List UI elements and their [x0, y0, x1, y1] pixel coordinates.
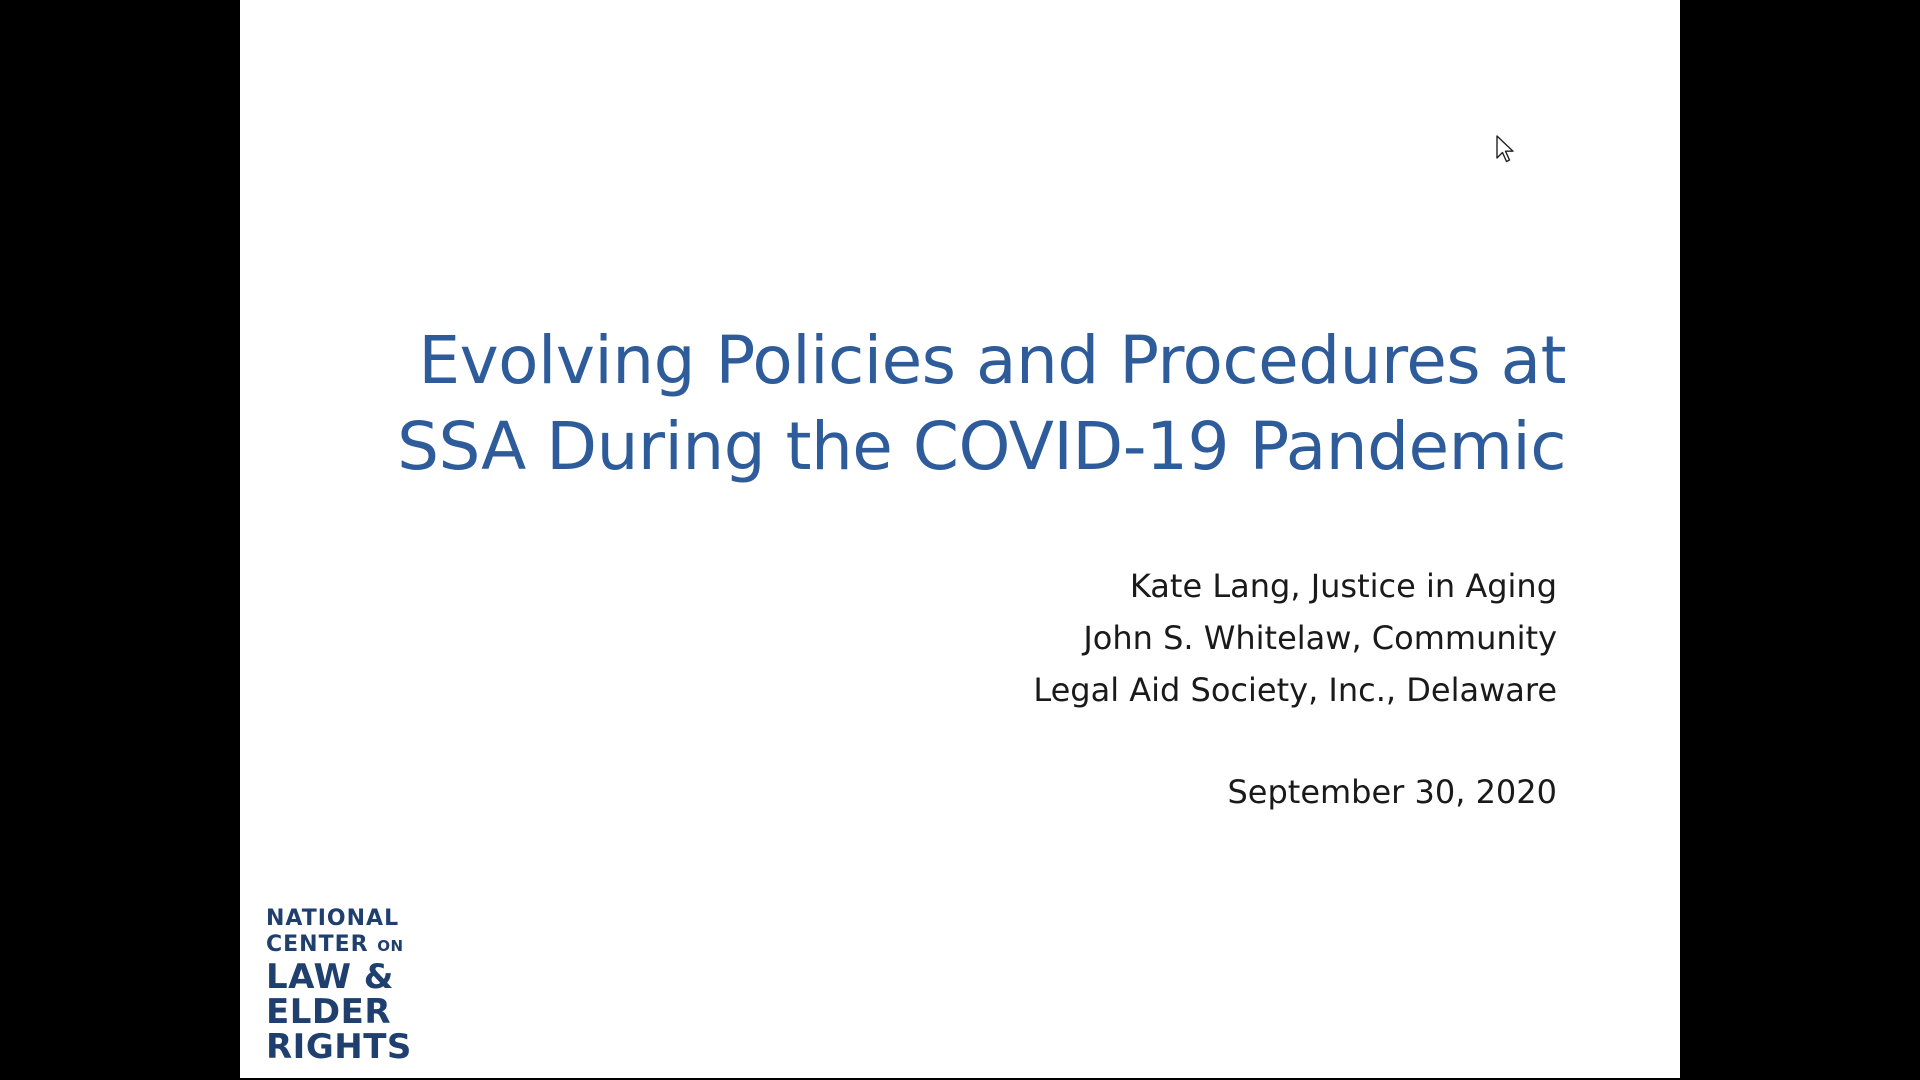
logo-line: RIGHTS: [266, 1027, 412, 1067]
logo-line: NATIONAL: [266, 906, 400, 931]
spacer: [1033, 716, 1557, 766]
organization-logo: [266, 908, 412, 1065]
logo-line: LAW &: [266, 957, 394, 997]
presenter-line: John S. Whitelaw, Community: [1083, 619, 1557, 657]
logo-line: [266, 934, 412, 956]
slide-title: [300, 318, 1566, 490]
slide-title-line: Evolving Policies and Procedures at: [418, 322, 1566, 399]
presenter-line: Kate Lang, Justice in Aging: [1129, 567, 1557, 605]
logo-line-suffix: ON: [377, 937, 404, 955]
logo-line: ELDER: [266, 992, 392, 1032]
slide: [240, 0, 1680, 1078]
presentation-date: September 30, 2020: [1227, 773, 1557, 811]
mouse-pointer-icon: [1495, 134, 1517, 164]
logo-line-word: CENTER: [266, 932, 369, 957]
slide-title-line: SSA During the COVID-19 Pandemic: [397, 408, 1566, 485]
presenter-block: [1033, 560, 1557, 818]
presenter-line: Legal Aid Society, Inc., Delaware: [1033, 671, 1557, 709]
